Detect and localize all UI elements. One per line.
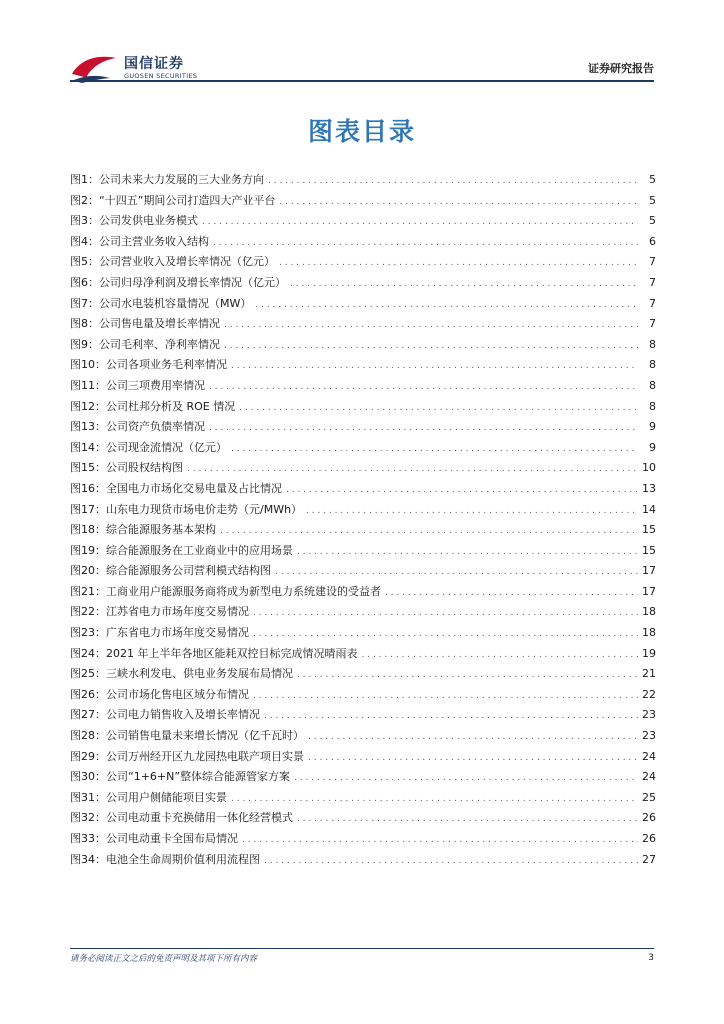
toc-figure-label: 图14： (70, 440, 106, 454)
toc-entry[interactable] (70, 520, 656, 541)
toc-page-number: 14 (642, 502, 656, 516)
toc-figure-title: 综合能源服务在工业商业中的应用场景 (106, 543, 293, 557)
toc-figure-label: 图23： (70, 626, 106, 640)
toc-figure-label: 图31： (70, 790, 106, 804)
toc-page-number: 23 (642, 729, 656, 743)
toc-leader-dots (286, 480, 638, 500)
toc-entry[interactable] (70, 767, 656, 788)
toc-page-number: 8 (649, 358, 656, 372)
toc-leader-dots (253, 624, 638, 644)
toc-entry[interactable] (70, 500, 656, 521)
toc-leader-dots (290, 274, 638, 294)
toc-leader-dots (209, 418, 638, 438)
toc-page-number: 9 (649, 420, 656, 434)
toc-figure-label: 图8： (70, 317, 99, 331)
toc-figure-title: 公司销售电量未来增长情况（亿千瓦时） (106, 729, 304, 743)
toc-figure-title: 公司电力销售收入及增长率情况 (106, 708, 260, 722)
toc-page-number: 8 (649, 378, 656, 392)
toc-figure-title: 电池全生命周期价值利用流程图 (106, 852, 260, 866)
footer-disclaimer: 请务必阅读正文之后的免责声明及其项下所有内容 (70, 954, 258, 964)
toc-figure-label: 图28： (70, 729, 106, 743)
toc-figure-label: 图33： (70, 832, 106, 845)
toc-leader-dots (255, 295, 638, 315)
toc-leader-dots (231, 356, 638, 376)
toc-entry[interactable] (70, 705, 656, 726)
toc-figure-label: 图34： (70, 852, 106, 866)
toc-figure-title: 公司万州经开区九龙园热电联产项目实景 (106, 749, 304, 763)
toc-entry[interactable] (70, 438, 656, 459)
toc-leader-dots (220, 521, 638, 541)
toc-figure-label: 图21： (70, 584, 106, 598)
toc-figure-title: 公司市场化售电区域分布情况 (106, 687, 249, 701)
toc-figure-title: 公司营业收入及增长率情况（亿元） (99, 255, 275, 269)
toc-entry[interactable] (70, 294, 656, 315)
toc-leader-dots (209, 377, 638, 397)
toc-page-number: 17 (642, 584, 656, 598)
toc-leader-dots (279, 253, 638, 273)
toc-figure-title: 公司各项业务毛利率情况 (106, 358, 227, 372)
toc-entry[interactable] (70, 788, 656, 809)
toc-figure-label: 图26： (70, 687, 106, 701)
toc-figure-title: 公司“1+6+N”整体综合能源管家方案 (106, 770, 291, 784)
toc-entry[interactable] (70, 623, 656, 644)
toc-page-number: 7 (649, 255, 656, 269)
toc-figure-title: 公司毛利率、净利率情况 (99, 337, 220, 351)
toc-leader-dots (275, 562, 638, 582)
toc-page-number: 24 (642, 749, 656, 763)
toc-entry[interactable] (70, 582, 656, 603)
toc-entry[interactable] (70, 602, 656, 623)
toc-figure-title: 公司水电装机容量情况（MW） (99, 296, 252, 310)
table-of-figures (70, 170, 656, 870)
toc-entry[interactable] (70, 850, 656, 871)
toc-entry[interactable] (70, 376, 656, 397)
toc-leader-dots (268, 171, 638, 191)
toc-page-number: 26 (642, 832, 656, 845)
toc-page-number: 15 (642, 523, 656, 537)
brand-name-en: GUOSEN SECURITIES (124, 72, 198, 80)
toc-figure-label: 图17： (70, 502, 106, 516)
toc-page-number: 7 (649, 296, 656, 310)
page-number: 3 (648, 953, 654, 963)
brand-name-cn: 国信证券 (124, 56, 184, 72)
toc-page-number: 18 (642, 626, 656, 640)
toc-leader-dots (308, 727, 638, 747)
toc-entry[interactable] (70, 747, 656, 768)
toc-leader-dots (224, 336, 638, 356)
toc-entry[interactable] (70, 232, 656, 253)
report-type-label: 证券研究报告 (588, 62, 654, 75)
page-header (0, 0, 724, 90)
toc-entry[interactable] (70, 191, 656, 212)
toc-figure-title: 三峡水利发电、供电业务发展布局情况 (106, 667, 293, 681)
toc-leader-dots (253, 603, 638, 623)
toc-entry[interactable] (70, 541, 656, 562)
toc-entry[interactable] (70, 314, 656, 335)
toc-page-number: 15 (642, 543, 656, 557)
toc-figure-title: 公司电动重卡全国布局情况 (106, 832, 238, 845)
toc-figure-label: 图22： (70, 605, 106, 619)
toc-entry[interactable] (70, 644, 656, 665)
toc-figure-label: 图3： (70, 214, 99, 228)
toc-leader-dots (297, 809, 638, 829)
toc-figure-label: 图15： (70, 461, 106, 475)
toc-figure-title: 公司杜邦分析及 ROE 情况 (106, 399, 236, 413)
toc-figure-label: 图6： (70, 275, 99, 289)
toc-leader-dots (264, 706, 638, 726)
toc-entry[interactable] (70, 726, 656, 747)
toc-figure-label: 图4： (70, 234, 99, 248)
toc-page-number: 22 (642, 687, 656, 701)
toc-page-number: 10 (642, 461, 656, 475)
toc-figure-title: 公司现金流情况（亿元） (106, 440, 227, 454)
toc-figure-title: 公司用户侧储能项目实景 (106, 790, 227, 804)
toc-entry[interactable] (70, 397, 656, 418)
toc-page-number: 8 (649, 337, 656, 351)
toc-page-number: 24 (642, 770, 656, 784)
toc-entry[interactable] (70, 458, 656, 479)
toc-figure-title: 山东电力现货市场电价走势（元/MWh） (106, 502, 303, 516)
toc-figure-title: 工商业用户能源服务商将成为新型电力系统建设的受益者 (106, 584, 381, 598)
toc-figure-label: 图19： (70, 543, 106, 557)
toc-figure-title: 公司股权结构图 (106, 461, 183, 475)
toc-leader-dots (231, 789, 638, 809)
toc-page-number: 5 (649, 214, 656, 228)
toc-leader-dots (202, 212, 638, 232)
toc-leader-dots (362, 645, 639, 665)
toc-leader-dots (253, 686, 638, 706)
toc-figure-label: 图12： (70, 399, 106, 413)
toc-page-number: 21 (642, 667, 656, 681)
toc-page-number: 23 (642, 708, 656, 722)
toc-figure-label: 图30： (70, 770, 106, 784)
toc-leader-dots (385, 583, 638, 603)
toc-figure-label: 图5： (70, 255, 99, 269)
toc-figure-label: 图16： (70, 481, 106, 495)
toc-figure-label: 图13： (70, 420, 106, 434)
toc-figure-title: 公司主营业务收入结构 (99, 234, 209, 248)
toc-figure-label: 图9： (70, 337, 99, 351)
toc-entry[interactable] (70, 170, 656, 191)
toc-figure-label: 图10： (70, 358, 106, 372)
toc-page-number: 7 (649, 317, 656, 331)
toc-leader-dots (297, 542, 638, 562)
toc-figure-title: 公司资产负债率情况 (106, 420, 205, 434)
toc-page-number: 6 (649, 234, 656, 248)
toc-entry[interactable] (70, 829, 656, 850)
toc-leader-dots (294, 768, 638, 788)
toc-page-number: 27 (642, 852, 656, 866)
footer-divider (70, 948, 654, 949)
toc-entry[interactable] (70, 252, 656, 273)
toc-figure-label: 图18： (70, 523, 106, 537)
toc-figure-label: 图1： (70, 173, 99, 186)
toc-figure-title: 江苏省电力市场年度交易情况 (106, 605, 249, 619)
toc-figure-title: 综合能源服务公司营利模式结构图 (106, 564, 271, 578)
toc-figure-title: 公司三项费用率情况 (106, 378, 205, 392)
toc-entry[interactable] (70, 685, 656, 706)
toc-leader-dots (297, 665, 638, 685)
toc-entry[interactable] (70, 808, 656, 829)
toc-figure-title: 公司售电量及增长率情况 (99, 317, 220, 331)
toc-figure-title: 公司归母净利润及增长率情况（亿元） (99, 275, 286, 289)
toc-entry[interactable] (70, 211, 656, 232)
toc-leader-dots (224, 315, 638, 335)
toc-entry[interactable] (70, 335, 656, 356)
toc-leader-dots (279, 192, 638, 212)
toc-page-number: 25 (642, 790, 656, 804)
toc-leader-dots (213, 233, 638, 253)
toc-page-number: 7 (649, 275, 656, 289)
toc-leader-dots (231, 439, 638, 459)
toc-entry[interactable] (70, 417, 656, 438)
page-title: 图表目录 (307, 117, 416, 146)
toc-page-number: 26 (642, 811, 656, 825)
toc-page-number: 17 (642, 564, 656, 578)
toc-leader-dots (306, 501, 638, 521)
toc-entry[interactable] (70, 479, 656, 500)
toc-entry[interactable] (70, 561, 656, 582)
toc-figure-label: 图2： (70, 193, 99, 207)
toc-page-number: 5 (649, 173, 656, 186)
toc-figure-title: 公司电动重卡充换储用一体化经营模式 (106, 811, 293, 825)
toc-figure-label: 图27： (70, 708, 106, 722)
toc-figure-title: 公司未来大力发展的三大业务方向 (99, 173, 264, 186)
toc-figure-label: 图24： (70, 646, 106, 660)
toc-figure-label: 图29： (70, 749, 106, 763)
toc-figure-title: 广东省电力市场年度交易情况 (106, 626, 249, 640)
toc-figure-title: “十四五”期间公司打造四大产业平台 (99, 193, 276, 207)
toc-figure-title: 公司发供电业务模式 (99, 214, 198, 228)
toc-figure-label: 图7： (70, 296, 99, 310)
toc-figure-label: 图25： (70, 667, 106, 681)
toc-page-number: 8 (649, 399, 656, 413)
toc-leader-dots (264, 851, 638, 871)
toc-page-number: 18 (642, 605, 656, 619)
toc-leader-dots (308, 748, 638, 768)
toc-page-number: 13 (642, 481, 656, 495)
toc-figure-title: 综合能源服务基本架构 (106, 523, 216, 537)
toc-entry[interactable] (70, 273, 656, 294)
header-divider (70, 80, 654, 82)
toc-figure-label: 图32： (70, 811, 106, 825)
toc-leader-dots (187, 459, 638, 479)
toc-figure-label: 图20： (70, 564, 106, 578)
toc-entry[interactable] (70, 355, 656, 376)
toc-figure-title: 2021 年上半年各地区能耗双控目标完成情况晴雨表 (106, 646, 358, 660)
toc-page-number: 19 (642, 646, 656, 660)
toc-page-number: 5 (649, 193, 656, 207)
toc-figure-label: 图11： (70, 378, 106, 392)
toc-figure-title: 全国电力市场化交易电量及占比情况 (106, 481, 282, 495)
toc-leader-dots (242, 830, 638, 850)
toc-page-number: 9 (649, 440, 656, 454)
toc-leader-dots (239, 398, 638, 418)
toc-entry[interactable] (70, 664, 656, 685)
